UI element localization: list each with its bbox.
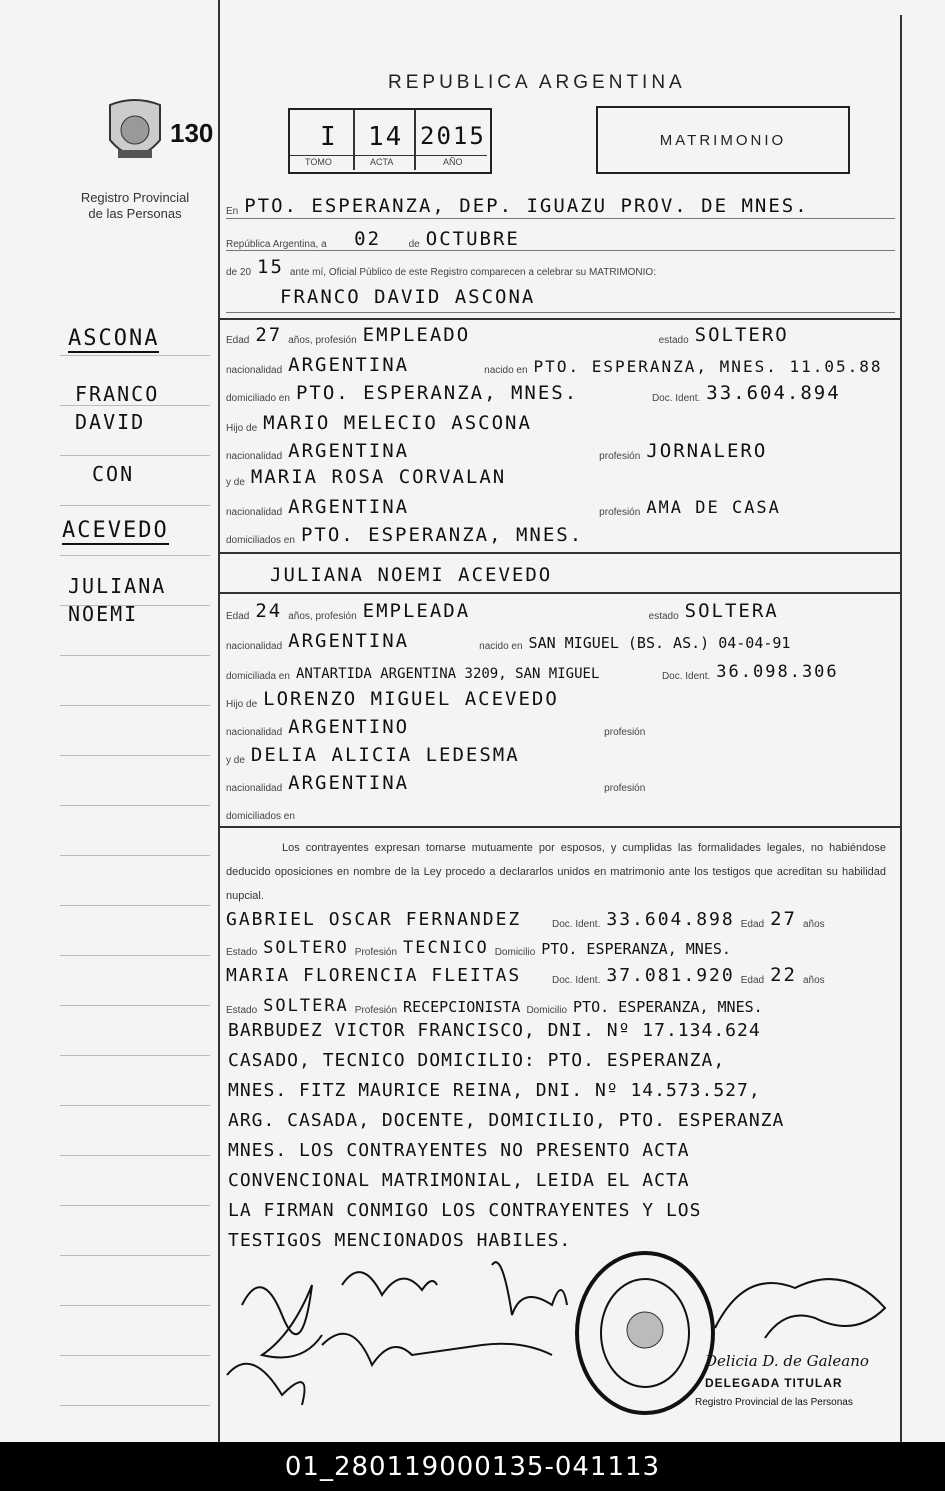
bride-row-nationality: nacionalidad ARGENTINA nacido en SAN MIGUEL (BS. AS.) 04-04-91	[226, 630, 791, 652]
officer-name: Delicia D. de Galeano	[705, 1352, 869, 1370]
country-title: REPUBLICA ARGENTINA	[388, 72, 686, 93]
declaration-text: Los contrayentes expresan tomarse mutuamente por esposos, y cumplidas las formalidades legales, no habiéndose deducido oposiciones en nombre de la Ley procedo a declararlos unidos en matrimonio ante los testigos que acreditan su habilidad nupcial.	[226, 842, 886, 902]
acta-value: 14	[368, 122, 404, 152]
book-number: 130	[170, 118, 214, 148]
groom-row-domicile: domiciliado en PTO. ESPERANZA, MNES. Doc. Ident. 33.604.894	[226, 382, 841, 404]
year-suffix: 15	[257, 256, 284, 278]
anio-label: AÑO	[443, 157, 463, 167]
bride-row-father: Hijo de LORENZO MIGUEL ACEVEDO	[226, 688, 559, 710]
groom-row-father: Hijo de MARIO MELECIO ASCONA	[226, 412, 532, 434]
note-line: LA FIRMAN CONMIGO LOS CONTRAYENTES Y LOS	[228, 1200, 702, 1221]
row-groom-full	[280, 284, 895, 308]
file-code: 01_280119000135-041113	[284, 1451, 661, 1482]
witness-1-row-2: Estado SOLTERO Profesión TECNICO Domicilio PTO. ESPERANZA, MNES.	[226, 938, 731, 958]
tomo-value: I	[320, 122, 338, 152]
registry-emblem	[100, 95, 170, 175]
groom-full-name: FRANCO DAVID ASCONA	[280, 286, 536, 308]
groom-row-mother-nat: nacionalidad ARGENTINA profesión AMA DE CASA	[226, 496, 781, 518]
record-type-box	[596, 106, 850, 174]
witness-2-row-2: Estado SOLTERA Profesión RECEPCIONISTA Domicilio PTO. ESPERANZA, MNES.	[226, 996, 763, 1016]
notes-block	[228, 1016, 898, 1256]
bride-row-father-nat: nacionalidad ARGENTINO profesión	[226, 716, 646, 738]
officer-org: Registro Provincial de las Personas	[695, 1397, 853, 1408]
note-line: ARG. CASADA, DOCENTE, DOMICILIO, PTO. ESPERANZA	[228, 1110, 785, 1131]
place-value: PTO. ESPERANZA, DEP. IGUAZU PROV. DE MNES.	[244, 195, 809, 217]
witness-1-row-1: GABRIEL OSCAR FERNANDEZ Doc. Ident. 33.604.898 Edad 27 años	[226, 908, 825, 930]
bride-row-mother: y de DELIA ALICIA LEDESMA	[226, 744, 520, 766]
officer-title: DELEGADA TITULAR	[705, 1376, 843, 1390]
anio-value: 2015	[420, 122, 486, 150]
margin-groom-names: FRANCO DAVID	[75, 382, 160, 434]
acta-label: ACTA	[370, 157, 394, 167]
groom-row-parents-dom: domiciliados en PTO. ESPERANZA, MNES.	[226, 524, 584, 546]
left-border	[218, 0, 220, 1442]
right-border	[900, 15, 902, 1442]
bride-row-age: Edad 24 años, profesión EMPLEADA estado SOLTERA	[226, 600, 779, 622]
bride-row-mother-nat: nacionalidad ARGENTINA profesión	[226, 772, 646, 794]
official-seal	[570, 1248, 720, 1418]
file-code-footer	[0, 1442, 945, 1491]
groom-row-age: Edad 27 años, profesión EMPLEADO estado SOLTERO	[226, 324, 789, 346]
tomo-label: TOMO	[305, 157, 332, 167]
groom-row-nationality: nacionalidad ARGENTINA nacido en PTO. ESPERANZA, MNES. 11.05.88	[226, 354, 883, 376]
registry-name: Registro Provincial de las Personas	[80, 190, 190, 221]
note-line: TESTIGOS MENCIONADOS HABILES.	[228, 1230, 572, 1251]
bride-full-name: JULIANA NOEMI ACEVEDO	[270, 564, 553, 586]
bride-row-parents-dom: domiciliados en	[226, 811, 295, 822]
note-line: CASADO, TECNICO DOMICILIO: PTO. ESPERANZA,	[228, 1050, 726, 1071]
margin-connector: CON	[92, 462, 135, 486]
month-value: OCTUBRE	[425, 228, 520, 250]
groom-row-father-nat: nacionalidad ARGENTINA profesión JORNALERO	[226, 440, 768, 462]
note-line: MNES. FITZ MAURICE REINA, DNI. Nº 14.573.527,	[228, 1080, 761, 1101]
row-place: En PTO. ESPERANZA, DEP. IGUAZU PROV. DE MNES.	[226, 195, 809, 217]
record-type: MATRIMONIO	[659, 131, 787, 149]
margin-groom-surname: ASCONA	[68, 326, 160, 351]
row-date: República Argentina, a 02 de OCTUBRE	[226, 228, 520, 250]
officer-signature	[705, 1268, 895, 1348]
bride-row-domicile: domiciliada en ANTARTIDA ARGENTINA 3209, SAN MIGUEL Doc. Ident. 36.098.306	[226, 662, 839, 682]
witness-2-row-1: MARIA FLORENCIA FLEITAS Doc. Ident. 37.081.920 Edad 22 años	[226, 964, 825, 986]
note-line: CONVENCIONAL MATRIMONIAL, LEIDA EL ACTA	[228, 1170, 690, 1191]
groom-row-mother: y de MARIA ROSA CORVALAN	[226, 466, 507, 488]
note-line: MNES. LOS CONTRAYENTES NO PRESENTO ACTA	[228, 1140, 690, 1161]
margin-bride-names: JULIANA NOEMI	[68, 574, 167, 626]
margin-bride-surname: ACEVEDO	[62, 518, 169, 543]
day-value: 02	[354, 228, 382, 250]
note-line: BARBUDEZ VICTOR FRANCISCO, DNI. Nº 17.134.624	[228, 1020, 761, 1041]
bride-row-full	[270, 562, 895, 586]
row-year: de 20 15 ante mí, Oficial Público de este Registro comparecen a celebrar su MATRIMONIO:	[226, 256, 656, 278]
